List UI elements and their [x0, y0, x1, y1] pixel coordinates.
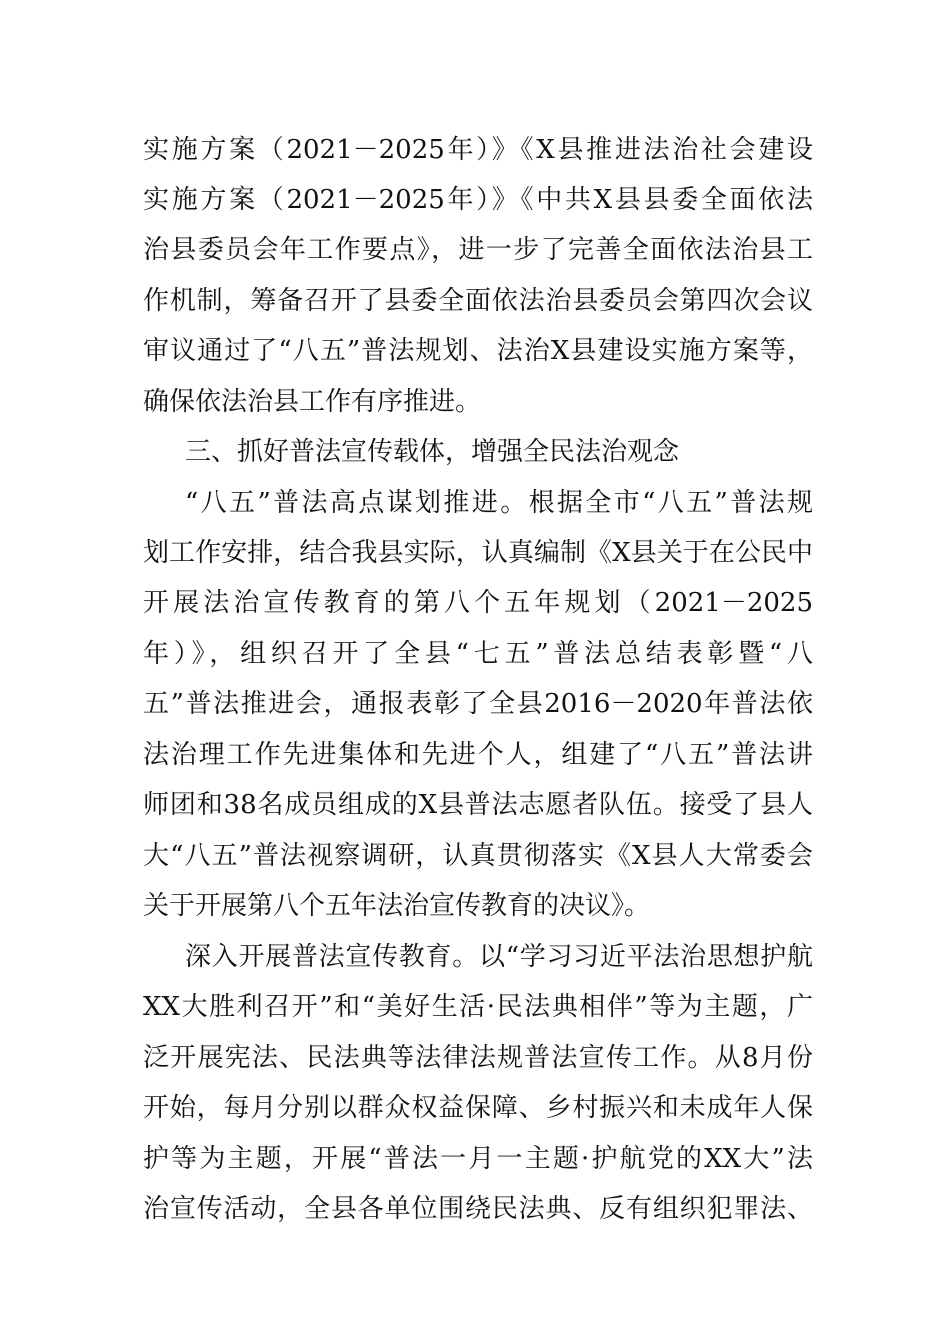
text-line: 泛开展宪法、民法典等法律法规普法宣传工作。从8月份: [143, 1043, 813, 1073]
text-line: 年）》，组织召开了全县“七五”普法总结表彰暨“八: [143, 639, 813, 669]
text-line: 确保依法治县工作有序推进。: [143, 387, 482, 417]
text-line: 大“八五”普法视察调研，认真贯彻落实《X县人大常委会: [143, 841, 813, 871]
text-line: 治宣传活动，全县各单位围绕民法典、反有组织犯罪法、: [143, 1194, 813, 1224]
text-line: 审议通过了“八五”普法规划、法治X县建设实施方案等，: [143, 336, 813, 366]
text-line: 师团和38名成员组成的X县普法志愿者队伍。接受了县人: [143, 790, 813, 820]
paragraph-first-line: “八五”普法高点谋划推进。根据全市“八五”普法规: [185, 488, 813, 518]
paragraph-first-line: 深入开展普法宣传教育。以“学习习近平法治思想护航: [185, 942, 813, 972]
text-line: 实施方案（2021－2025年）》《X县推进法治社会建设: [143, 135, 813, 165]
text-line: 关于开展第八个五年法治宣传教育的决议》。: [143, 891, 651, 921]
text-line: 法治理工作先进集体和先进个人，组建了“八五”普法讲: [143, 740, 813, 770]
text-line: XX大胜利召开”和“美好生活·民法典相伴”等为主题，广: [143, 992, 813, 1022]
text-line: 五”普法推进会，通报表彰了全县2016－2020年普法依: [143, 689, 813, 719]
text-line: 治县委员会年工作要点》，进一步了完善全面依法治县工: [143, 235, 813, 265]
text-line: 划工作安排，结合我县实际，认真编制《X县关于在公民中: [143, 538, 813, 568]
text-line: 实施方案（2021－2025年）》《中共X县县委全面依法: [143, 185, 813, 215]
text-line: 开展法治宣传教育的第八个五年规划（2021－2025: [143, 588, 813, 618]
text-line: 作机制，筹备召开了县委全面依法治县委员会第四次会议: [143, 286, 813, 316]
section-heading: 三、抓好普法宣传载体，增强全民法治观念: [185, 437, 680, 467]
text-line: 开始，每月分别以群众权益保障、乡村振兴和未成年人保: [143, 1093, 813, 1123]
text-line: 护等为主题，开展“普法一月一主题·护航党的XX大”法: [143, 1144, 813, 1174]
